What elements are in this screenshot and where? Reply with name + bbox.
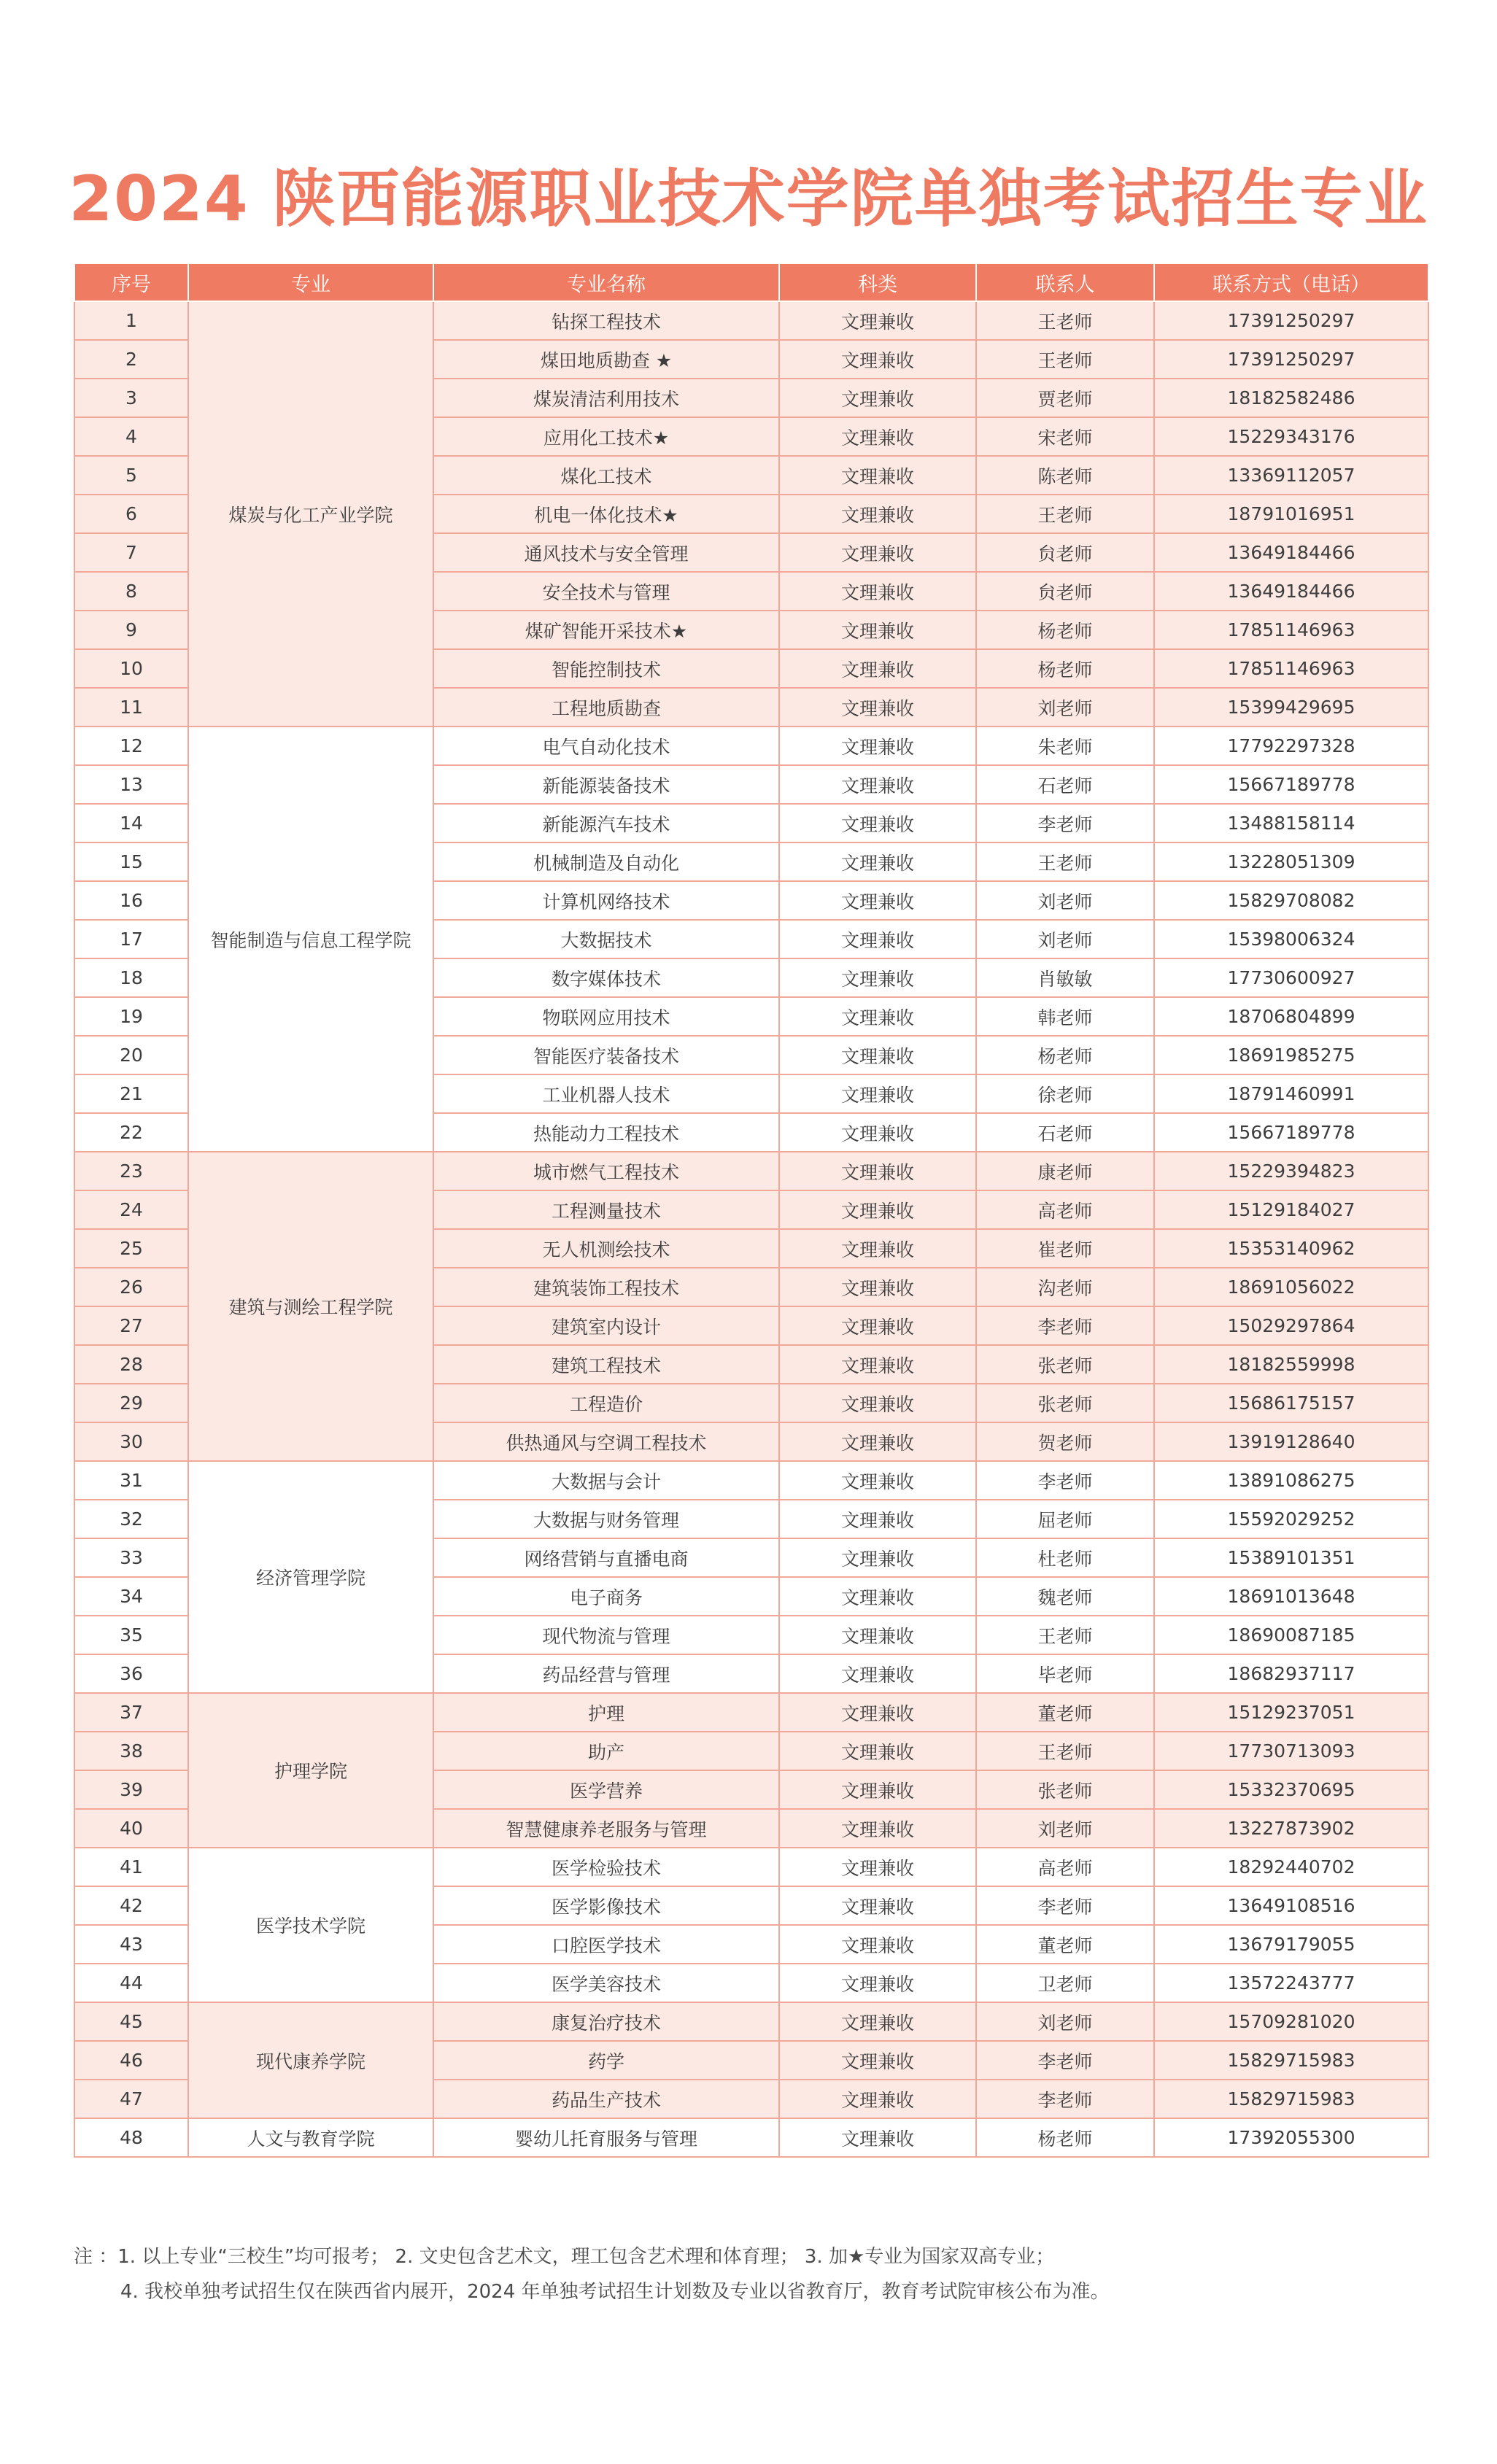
phone-number: 15129184027	[1154, 1190, 1428, 1229]
contact-person: 李老师	[976, 1886, 1154, 1925]
row-index: 19	[74, 997, 188, 1036]
phone-number: 17792297328	[1154, 727, 1428, 765]
row-index: 12	[74, 727, 188, 765]
contact-person: 杨老师	[976, 2118, 1154, 2157]
table-row	[74, 1461, 1428, 1500]
contact-person: 杨老师	[976, 649, 1154, 688]
contact-person: 肖敏敏	[976, 958, 1154, 997]
category: 文理兼收	[779, 495, 976, 533]
row-index: 42	[74, 1886, 188, 1925]
contact-person: 张老师	[976, 1770, 1154, 1809]
row-index: 15	[74, 842, 188, 881]
phone-number: 15592029252	[1154, 1500, 1428, 1538]
category: 文理兼收	[779, 727, 976, 765]
row-index: 25	[74, 1229, 188, 1268]
header-college: 专业	[188, 263, 433, 301]
contact-person: 张老师	[976, 1384, 1154, 1422]
category: 文理兼收	[779, 2002, 976, 2041]
major-name: 药学	[433, 2041, 779, 2080]
major-name: 电子商务	[433, 1577, 779, 1616]
phone-number: 15332370695	[1154, 1770, 1428, 1809]
category: 文理兼收	[779, 1964, 976, 2002]
category: 文理兼收	[779, 1345, 976, 1384]
row-index: 46	[74, 2041, 188, 2080]
major-name: 大数据与会计	[433, 1461, 779, 1500]
contact-person: 康老师	[976, 1152, 1154, 1190]
page-title: 2024 陕西能源职业技术学院单独考试招生专业	[69, 163, 1428, 236]
row-index: 34	[74, 1577, 188, 1616]
row-index: 35	[74, 1616, 188, 1654]
major-name: 工程测量技术	[433, 1190, 779, 1229]
phone-number: 13919128640	[1154, 1422, 1428, 1461]
row-index: 18	[74, 958, 188, 997]
row-index: 41	[74, 1848, 188, 1886]
major-name: 口腔医学技术	[433, 1925, 779, 1964]
phone-number: 18690087185	[1154, 1616, 1428, 1654]
major-name: 医学检验技术	[433, 1848, 779, 1886]
contact-person: 刘老师	[976, 2002, 1154, 2041]
category: 文理兼收	[779, 1809, 976, 1848]
major-name: 物联网应用技术	[433, 997, 779, 1036]
row-index: 43	[74, 1925, 188, 1964]
row-index: 39	[74, 1770, 188, 1809]
row-index: 27	[74, 1306, 188, 1345]
row-index: 2	[74, 340, 188, 379]
category: 文理兼收	[779, 1384, 976, 1422]
table-row	[74, 727, 1428, 765]
category: 文理兼收	[779, 1036, 976, 1074]
contact-person: 李老师	[976, 2080, 1154, 2118]
category: 文理兼收	[779, 688, 976, 727]
row-index: 26	[74, 1268, 188, 1306]
category: 文理兼收	[779, 1190, 976, 1229]
major-name: 计算机网络技术	[433, 881, 779, 920]
phone-number: 15029297864	[1154, 1306, 1428, 1345]
category: 文理兼收	[779, 649, 976, 688]
contact-person: 王老师	[976, 1732, 1154, 1770]
contact-person: 卫老师	[976, 1964, 1154, 2002]
header-phone: 联系方式（电话）	[1154, 263, 1428, 301]
contact-person: 李老师	[976, 1306, 1154, 1345]
phone-number: 18182559998	[1154, 1345, 1428, 1384]
phone-number: 18182582486	[1154, 379, 1428, 417]
row-index: 6	[74, 495, 188, 533]
major-name: 热能动力工程技术	[433, 1113, 779, 1152]
row-index: 23	[74, 1152, 188, 1190]
contact-person: 王老师	[976, 495, 1154, 533]
major-name: 工程地质勘查	[433, 688, 779, 727]
college-name: 护理学院	[188, 1693, 433, 1848]
row-index: 4	[74, 417, 188, 456]
header-index: 序号	[74, 263, 188, 301]
phone-number: 13228051309	[1154, 842, 1428, 881]
category: 文理兼收	[779, 1770, 976, 1809]
major-name: 城市燃气工程技术	[433, 1152, 779, 1190]
table-row	[74, 301, 1428, 340]
category: 文理兼收	[779, 1925, 976, 1964]
category: 文理兼收	[779, 2080, 976, 2118]
row-index: 7	[74, 533, 188, 572]
row-index: 21	[74, 1074, 188, 1113]
row-index: 17	[74, 920, 188, 958]
phone-number: 17391250297	[1154, 301, 1428, 340]
major-name: 机械制造及自动化	[433, 842, 779, 881]
category: 文理兼收	[779, 804, 976, 842]
row-index: 40	[74, 1809, 188, 1848]
phone-number: 15667189778	[1154, 1113, 1428, 1152]
row-index: 44	[74, 1964, 188, 2002]
category: 文理兼收	[779, 1461, 976, 1500]
phone-number: 17851146963	[1154, 611, 1428, 649]
category: 文理兼收	[779, 1500, 976, 1538]
college-name: 人文与教育学院	[188, 2118, 433, 2157]
contact-person: 石老师	[976, 1113, 1154, 1152]
category: 文理兼收	[779, 958, 976, 997]
phone-number: 18292440702	[1154, 1848, 1428, 1886]
contact-person: 王老师	[976, 340, 1154, 379]
contact-person: 高老师	[976, 1190, 1154, 1229]
category: 文理兼收	[779, 611, 976, 649]
phone-number: 17730600927	[1154, 958, 1428, 997]
phone-number: 15129237051	[1154, 1693, 1428, 1732]
row-index: 10	[74, 649, 188, 688]
contact-person: 李老师	[976, 2041, 1154, 2080]
category: 文理兼收	[779, 1074, 976, 1113]
phone-number: 15709281020	[1154, 2002, 1428, 2041]
contact-person: 王老师	[976, 1616, 1154, 1654]
category: 文理兼收	[779, 379, 976, 417]
major-name: 现代物流与管理	[433, 1616, 779, 1654]
row-index: 28	[74, 1345, 188, 1384]
category: 文理兼收	[779, 1268, 976, 1306]
major-name: 无人机测绘技术	[433, 1229, 779, 1268]
contact-person: 宋老师	[976, 417, 1154, 456]
category: 文理兼收	[779, 1616, 976, 1654]
footnote-line-1: 注 ：1. 以上专业“三校生”均可报考； 2. 文史包含艺术文，理工包含艺术理和体育理； 3. 加★专业为国家双高专业；	[74, 2246, 1055, 2268]
contact-person: 屈老师	[976, 1500, 1154, 1538]
header-contact: 联系人	[976, 263, 1154, 301]
category: 文理兼收	[779, 1732, 976, 1770]
category: 文理兼收	[779, 1152, 976, 1190]
contact-person: 李老师	[976, 804, 1154, 842]
table-header-row	[74, 263, 1428, 301]
majors-table	[74, 263, 1429, 2158]
row-index: 9	[74, 611, 188, 649]
contact-person: 毕老师	[976, 1654, 1154, 1693]
category: 文理兼收	[779, 1306, 976, 1345]
major-name: 智慧健康养老服务与管理	[433, 1809, 779, 1848]
contact-person: 徐老师	[976, 1074, 1154, 1113]
major-name: 煤田地质勘查 ★	[433, 340, 779, 379]
major-name: 大数据与财务管理	[433, 1500, 779, 1538]
phone-number: 13572243777	[1154, 1964, 1428, 2002]
college-name: 经济管理学院	[188, 1461, 433, 1693]
phone-number: 13649108516	[1154, 1886, 1428, 1925]
contact-person: 杨老师	[976, 611, 1154, 649]
category: 文理兼收	[779, 765, 976, 804]
contact-person: 石老师	[976, 765, 1154, 804]
row-index: 24	[74, 1190, 188, 1229]
row-index: 32	[74, 1500, 188, 1538]
college-name: 煤炭与化工产业学院	[188, 301, 433, 727]
major-name: 新能源装备技术	[433, 765, 779, 804]
phone-number: 15229343176	[1154, 417, 1428, 456]
phone-number: 15667189778	[1154, 765, 1428, 804]
row-index: 29	[74, 1384, 188, 1422]
phone-number: 18691985275	[1154, 1036, 1428, 1074]
row-index: 36	[74, 1654, 188, 1693]
contact-person: 崔老师	[976, 1229, 1154, 1268]
category: 文理兼收	[779, 301, 976, 340]
phone-number: 17730713093	[1154, 1732, 1428, 1770]
footnotes	[74, 2239, 1431, 2309]
major-name: 护理	[433, 1693, 779, 1732]
major-name: 智能控制技术	[433, 649, 779, 688]
phone-number: 15829715983	[1154, 2041, 1428, 2080]
phone-number: 17851146963	[1154, 649, 1428, 688]
row-index: 3	[74, 379, 188, 417]
row-index: 13	[74, 765, 188, 804]
row-index: 48	[74, 2118, 188, 2157]
contact-person: 杜老师	[976, 1538, 1154, 1577]
category: 文理兼收	[779, 533, 976, 572]
table-row	[74, 1693, 1428, 1732]
category: 文理兼收	[779, 572, 976, 611]
category: 文理兼收	[779, 1538, 976, 1577]
phone-number: 15229394823	[1154, 1152, 1428, 1190]
row-index: 14	[74, 804, 188, 842]
row-index: 38	[74, 1732, 188, 1770]
phone-number: 15829715983	[1154, 2080, 1428, 2118]
category: 文理兼收	[779, 2118, 976, 2157]
phone-number: 18682937117	[1154, 1654, 1428, 1693]
phone-number: 17392055300	[1154, 2118, 1428, 2157]
major-name: 药品生产技术	[433, 2080, 779, 2118]
category: 文理兼收	[779, 417, 976, 456]
row-index: 20	[74, 1036, 188, 1074]
major-name: 新能源汽车技术	[433, 804, 779, 842]
phone-number: 18791016951	[1154, 495, 1428, 533]
major-name: 网络营销与直播电商	[433, 1538, 779, 1577]
college-name: 建筑与测绘工程学院	[188, 1152, 433, 1461]
major-name: 药品经营与管理	[433, 1654, 779, 1693]
phone-number: 13488158114	[1154, 804, 1428, 842]
row-index: 47	[74, 2080, 188, 2118]
major-name: 建筑室内设计	[433, 1306, 779, 1345]
major-name: 机电一体化技术★	[433, 495, 779, 533]
phone-number: 15389101351	[1154, 1538, 1428, 1577]
major-name: 大数据技术	[433, 920, 779, 958]
college-name: 医学技术学院	[188, 1848, 433, 2002]
contact-person: 刘老师	[976, 920, 1154, 958]
contact-person: 贺老师	[976, 1422, 1154, 1461]
major-name: 助产	[433, 1732, 779, 1770]
category: 文理兼收	[779, 456, 976, 495]
table-body	[74, 301, 1428, 2157]
major-name: 医学影像技术	[433, 1886, 779, 1925]
phone-number: 15829708082	[1154, 881, 1428, 920]
footnote-line-2: 4. 我校单独考试招生仅在陕西省内展开，2024 年单独考试招生计划数及专业以省教育厅，教育考试院审核公布为准。	[120, 2281, 1110, 2303]
contact-person: 李老师	[976, 1461, 1154, 1500]
major-name: 康复治疗技术	[433, 2002, 779, 2041]
row-index: 1	[74, 301, 188, 340]
category: 文理兼收	[779, 1886, 976, 1925]
category: 文理兼收	[779, 1577, 976, 1616]
phone-number: 15686175157	[1154, 1384, 1428, 1422]
major-name: 婴幼儿托育服务与管理	[433, 2118, 779, 2157]
college-name: 智能制造与信息工程学院	[188, 727, 433, 1152]
contact-person: 沟老师	[976, 1268, 1154, 1306]
major-name: 医学美容技术	[433, 1964, 779, 2002]
major-name: 数字媒体技术	[433, 958, 779, 997]
major-name: 供热通风与空调工程技术	[433, 1422, 779, 1461]
contact-person: 杨老师	[976, 1036, 1154, 1074]
major-name: 电气自动化技术	[433, 727, 779, 765]
row-index: 30	[74, 1422, 188, 1461]
college-name: 现代康养学院	[188, 2002, 433, 2118]
phone-number: 18706804899	[1154, 997, 1428, 1036]
contact-person: 王老师	[976, 842, 1154, 881]
contact-person: 朱老师	[976, 727, 1154, 765]
row-index: 37	[74, 1693, 188, 1732]
phone-number: 13891086275	[1154, 1461, 1428, 1500]
phone-number: 18691013648	[1154, 1577, 1428, 1616]
header-major-name: 专业名称	[433, 263, 779, 301]
table-row	[74, 1848, 1428, 1886]
major-name: 钻探工程技术	[433, 301, 779, 340]
major-name: 智能医疗装备技术	[433, 1036, 779, 1074]
category: 文理兼收	[779, 842, 976, 881]
phone-number: 15353140962	[1154, 1229, 1428, 1268]
contact-person: 董老师	[976, 1925, 1154, 1964]
table-row	[74, 2118, 1428, 2157]
row-index: 8	[74, 572, 188, 611]
row-index: 11	[74, 688, 188, 727]
major-name: 通风技术与安全管理	[433, 533, 779, 572]
contact-person: 董老师	[976, 1693, 1154, 1732]
major-name: 工程造价	[433, 1384, 779, 1422]
category: 文理兼收	[779, 920, 976, 958]
major-name: 建筑装饰工程技术	[433, 1268, 779, 1306]
category: 文理兼收	[779, 1422, 976, 1461]
table-row	[74, 1152, 1428, 1190]
major-name: 煤炭清洁利用技术	[433, 379, 779, 417]
category: 文理兼收	[779, 1848, 976, 1886]
major-name: 医学营养	[433, 1770, 779, 1809]
row-index: 22	[74, 1113, 188, 1152]
phone-number: 18791460991	[1154, 1074, 1428, 1113]
category: 文理兼收	[779, 997, 976, 1036]
major-name: 安全技术与管理	[433, 572, 779, 611]
category: 文理兼收	[779, 1113, 976, 1152]
major-name: 应用化工技术★	[433, 417, 779, 456]
phone-number: 18691056022	[1154, 1268, 1428, 1306]
contact-person: 刘老师	[976, 881, 1154, 920]
phone-number: 17391250297	[1154, 340, 1428, 379]
contact-person: 魏老师	[976, 1577, 1154, 1616]
row-index: 16	[74, 881, 188, 920]
category: 文理兼收	[779, 881, 976, 920]
major-name: 煤矿智能开采技术★	[433, 611, 779, 649]
category: 文理兼收	[779, 340, 976, 379]
contact-person: 刘老师	[976, 1809, 1154, 1848]
phone-number: 13227873902	[1154, 1809, 1428, 1848]
header-category: 科类	[779, 263, 976, 301]
row-index: 45	[74, 2002, 188, 2041]
category: 文理兼收	[779, 1693, 976, 1732]
phone-number: 15399429695	[1154, 688, 1428, 727]
major-name: 建筑工程技术	[433, 1345, 779, 1384]
category: 文理兼收	[779, 1229, 976, 1268]
phone-number: 15398006324	[1154, 920, 1428, 958]
category: 文理兼收	[779, 1654, 976, 1693]
contact-person: 贠老师	[976, 572, 1154, 611]
row-index: 31	[74, 1461, 188, 1500]
table-row	[74, 2002, 1428, 2041]
contact-person: 贾老师	[976, 379, 1154, 417]
phone-number: 13649184466	[1154, 533, 1428, 572]
phone-number: 13649184466	[1154, 572, 1428, 611]
contact-person: 韩老师	[976, 997, 1154, 1036]
contact-person: 贠老师	[976, 533, 1154, 572]
category: 文理兼收	[779, 2041, 976, 2080]
major-name: 煤化工技术	[433, 456, 779, 495]
contact-person: 高老师	[976, 1848, 1154, 1886]
contact-person: 刘老师	[976, 688, 1154, 727]
phone-number: 13369112057	[1154, 456, 1428, 495]
contact-person: 王老师	[976, 301, 1154, 340]
phone-number: 13679179055	[1154, 1925, 1428, 1964]
contact-person: 张老师	[976, 1345, 1154, 1384]
contact-person: 陈老师	[976, 456, 1154, 495]
major-name: 工业机器人技术	[433, 1074, 779, 1113]
row-index: 33	[74, 1538, 188, 1577]
row-index: 5	[74, 456, 188, 495]
